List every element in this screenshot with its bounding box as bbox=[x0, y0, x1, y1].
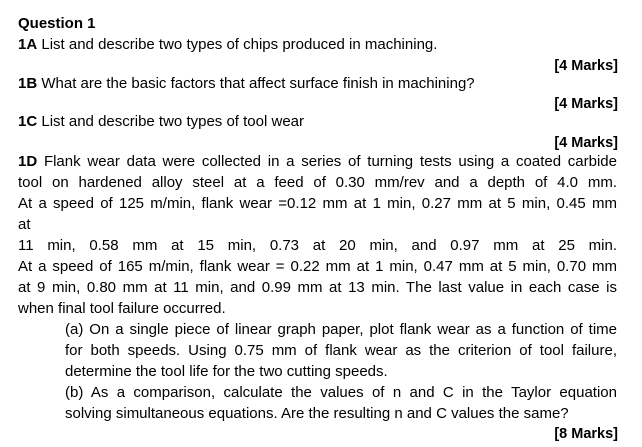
question-1d-line-1 bbox=[18, 152, 617, 172]
question-1c bbox=[18, 112, 304, 132]
question-1c-marks: [4 Marks] bbox=[554, 135, 618, 151]
question-1c-text: List and describe two types of tool wear bbox=[41, 113, 304, 130]
question-title: Question 1 bbox=[18, 15, 96, 32]
question-1d-line-3: At a speed of 125 m/min, flank wear =0.12 mm at 1 min, 0.27 mm at 5 min, 0.45 mm bbox=[18, 195, 617, 212]
question-1a-label: 1A bbox=[18, 36, 38, 53]
question-1d-marks: [8 Marks] bbox=[554, 426, 618, 442]
part-a-line-1: (a) On a single piece of linear graph paper, plot flank wear as a function of time bbox=[65, 321, 617, 338]
part-b-line-1: (b) As a comparison, calculate the values of n and C in the Taylor equation bbox=[65, 384, 617, 401]
part-b-line-2: solving simultaneous equations. Are the resulting n and C values the same? bbox=[65, 405, 569, 422]
question-1b-marks: [4 Marks] bbox=[554, 96, 618, 112]
question-1d-line-5: 11 min, 0.58 mm at 15 min, 0.73 at 20 min, and 0.97 mm at 25 min. bbox=[18, 237, 617, 254]
question-1d-line-7: at 9 min, 0.80 mm at 11 min, and 0.99 mm at 13 min. The last value in each case is bbox=[18, 279, 617, 296]
question-1a-marks: [4 Marks] bbox=[554, 58, 618, 74]
question-1b-label: 1B bbox=[18, 75, 38, 92]
question-1a-text: List and describe two types of chips produced in machining. bbox=[41, 36, 438, 53]
part-a-line-2: for both speeds. Using 0.75 mm of flank wear as the criterion of tool failure, bbox=[65, 342, 617, 359]
question-1b-text: What are the basic factors that affect surface finish in machining? bbox=[41, 75, 475, 92]
question-1d-line-4: at bbox=[18, 216, 31, 233]
question-1c-label: 1C bbox=[18, 113, 38, 130]
question-1a bbox=[18, 35, 437, 55]
question-1d-label: 1D bbox=[18, 153, 38, 170]
question-1d-line-8: when final tool failure occurred. bbox=[18, 300, 226, 317]
question-1b bbox=[18, 74, 475, 94]
question-1d-line-6: At a speed of 165 m/min, flank wear = 0.22 mm at 1 min, 0.47 mm at 5 min, 0.70 mm bbox=[18, 258, 617, 275]
question-1d-line-2: tool on hardened alloy steel at a feed of 0.30 mm/rev and a depth of 4.0 mm. bbox=[18, 174, 617, 191]
part-a-line-3: determine the tool life for the two cutting speeds. bbox=[65, 363, 388, 380]
question-1d-text-1: Flank wear data were collected in a series of turning tests using a coated carbide bbox=[43, 153, 617, 170]
